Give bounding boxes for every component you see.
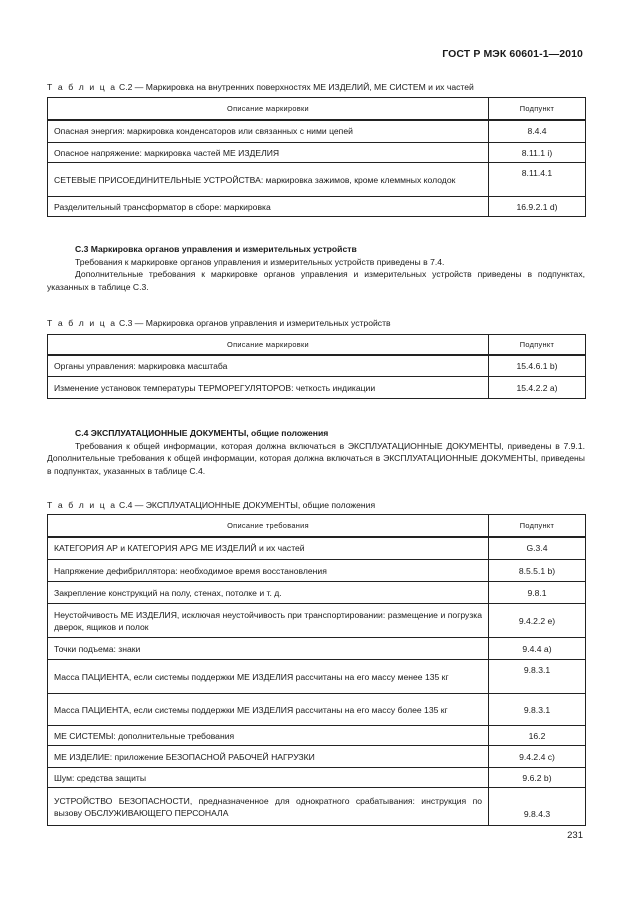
table-row <box>48 726 586 746</box>
table-header-row <box>48 98 586 120</box>
row-description: Закрепление конструкций на полу, стенах, потолке и т. д. <box>48 582 489 604</box>
row-description: Напряжение дефибриллятора: необходимое время восстановления <box>48 560 489 582</box>
table-row <box>48 604 586 638</box>
section-title: С.4 ЭКСПЛУАТАЦИОННЫЕ ДОКУМЕНТЫ, общие положения <box>75 428 329 438</box>
table-row <box>48 197 586 217</box>
table-header-row <box>48 335 586 355</box>
standard-header: ГОСТ Р МЭК 60601-1—2010 <box>442 48 583 60</box>
table-row <box>48 582 586 604</box>
row-subclause: 8.11.1 i) <box>489 143 586 163</box>
row-subclause: 9.8.3.1 <box>489 694 586 726</box>
row-description: Масса ПАЦИЕНТА, если системы поддержки МЕ ИЗДЕЛИЯ рассчитаны на его массу более 135 кг <box>48 694 489 726</box>
table-c2-caption <box>47 82 474 92</box>
table-c4 <box>47 514 586 826</box>
column-header-description: Описание маркировки <box>48 98 489 120</box>
table-row <box>48 694 586 726</box>
column-header-subclause: Подпункт <box>489 515 586 537</box>
row-description: МЕ СИСТЕМЫ: дополнительные требования <box>48 726 489 746</box>
row-subclause: 9.8.1 <box>489 582 586 604</box>
row-description: СЕТЕВЫЕ ПРИСОЕДИНИТЕЛЬНЫЕ УСТРОЙСТВА: маркировка зажимов, кроме клеммных колодок <box>48 163 489 197</box>
column-header-description: Описание маркировки <box>48 335 489 355</box>
table-c3 <box>47 334 586 399</box>
row-description: Неустойчивость МЕ ИЗДЕЛИЯ, исключая неустойчивость при транспортировании: размещение и погрузка дверок, ящиков и полок <box>48 604 489 638</box>
page-number: 231 <box>567 830 583 841</box>
table-row <box>48 377 586 399</box>
section-paragraph: Требования к маркировке органов управления и измерительных устройств приведены в 7.4. <box>75 256 445 267</box>
row-description: Масса ПАЦИЕНТА, если системы поддержки МЕ ИЗДЕЛИЯ рассчитаны на его массу менее 135 кг <box>48 660 489 694</box>
row-subclause: 9.4.2.2 e) <box>489 604 586 638</box>
row-description: УСТРОЙСТВО БЕЗОПАСНОСТИ, предназначенное для однократного срабатывания: инструкция по вызову ОБСЛУЖИВАЮЩЕГО ПЕРСОНАЛА <box>48 788 489 826</box>
section-c3 <box>47 243 585 293</box>
row-description: Опасное напряжение: маркировка частей МЕ ИЗДЕЛИЯ <box>48 143 489 163</box>
row-description: МЕ ИЗДЕЛИЕ: приложение БЕЗОПАСНОЙ РАБОЧЕЙ НАГРУЗКИ <box>48 746 489 768</box>
table-c3-caption <box>47 318 391 328</box>
row-subclause: 8.4.4 <box>489 120 586 143</box>
row-subclause: 9.4.2.4 c) <box>489 746 586 768</box>
table-row <box>48 638 586 660</box>
table-row <box>48 355 586 377</box>
row-description: КАТЕГОРИЯ АР и КАТЕГОРИЯ APG МЕ ИЗДЕЛИЙ и их частей <box>48 537 489 560</box>
table-row <box>48 143 586 163</box>
row-description: Органы управления: маркировка масштаба <box>48 355 489 377</box>
section-paragraph: Требования к общей информации, которая должна включаться в ЭКСПЛУАТАЦИОННЫЕ ДОКУМЕНТЫ, приведены в 7.9.1. Дополнительные требования к общей информации, которая должна включаться в ЭКСПЛУАТАЦИОННЫЕ ДОКУМЕНТЫ, приведены в подпунктах, указанных в таблице С.4. <box>47 440 585 476</box>
column-header-subclause: Подпункт <box>489 98 586 120</box>
column-header-subclause: Подпункт <box>489 335 586 355</box>
table-row <box>48 788 586 826</box>
row-subclause: 15.4.6.1 b) <box>489 355 586 377</box>
row-description: Разделительный трансформатор в сборе: маркировка <box>48 197 489 217</box>
row-description: Опасная энергия: маркировка конденсаторов или связанных с ними цепей <box>48 120 489 143</box>
caption-label: Т а б л и ц а <box>47 318 117 328</box>
caption-text: С.3 — Маркировка органов управления и измерительных устройств <box>118 318 391 328</box>
table-row <box>48 537 586 560</box>
row-subclause: 9.6.2 b) <box>489 768 586 788</box>
section-c4 <box>47 427 585 477</box>
table-row <box>48 163 586 197</box>
row-subclause: 16.9.2.1 d) <box>489 197 586 217</box>
column-header-description: Описание требования <box>48 515 489 537</box>
row-subclause: 8.5.5.1 b) <box>489 560 586 582</box>
table-row <box>48 768 586 788</box>
row-subclause: G.3.4 <box>489 537 586 560</box>
row-subclause: 15.4.2.2 a) <box>489 377 586 399</box>
caption-text: С.4 — ЭКСПЛУАТАЦИОННЫЕ ДОКУМЕНТЫ, общие положения <box>118 500 376 510</box>
caption-label: Т а б л и ц а <box>47 500 117 510</box>
row-subclause: 9.4.4 a) <box>489 638 586 660</box>
table-row <box>48 746 586 768</box>
table-c2 <box>47 97 586 217</box>
row-subclause: 16.2 <box>489 726 586 746</box>
table-row <box>48 660 586 694</box>
row-description: Изменение установок температуры ТЕРМОРЕГУЛЯТОРОВ: четкость индикации <box>48 377 489 399</box>
row-description: Точки подъема: знаки <box>48 638 489 660</box>
table-c4-caption <box>47 500 375 510</box>
caption-text: C.2 — Маркировка на внутренних поверхностях МЕ ИЗДЕЛИЙ, МЕ СИСТЕМ и их частей <box>118 82 474 92</box>
table-header-row <box>48 515 586 537</box>
table-row <box>48 560 586 582</box>
row-subclause: 8.11.4.1 <box>489 163 586 197</box>
caption-label: Т а б л и ц а <box>47 82 117 92</box>
row-subclause: 9.8.4.3 <box>489 788 586 826</box>
table-row <box>48 120 586 143</box>
section-paragraph: Дополнительные требования к маркировке органов управления и измерительных устройств приведены в подпунктах, указанных в таблице С.3. <box>47 269 585 292</box>
row-subclause: 9.8.3.1 <box>489 660 586 694</box>
section-title: С.3 Маркировка органов управления и измерительных устройств <box>75 244 357 254</box>
row-description: Шум: средства защиты <box>48 768 489 788</box>
